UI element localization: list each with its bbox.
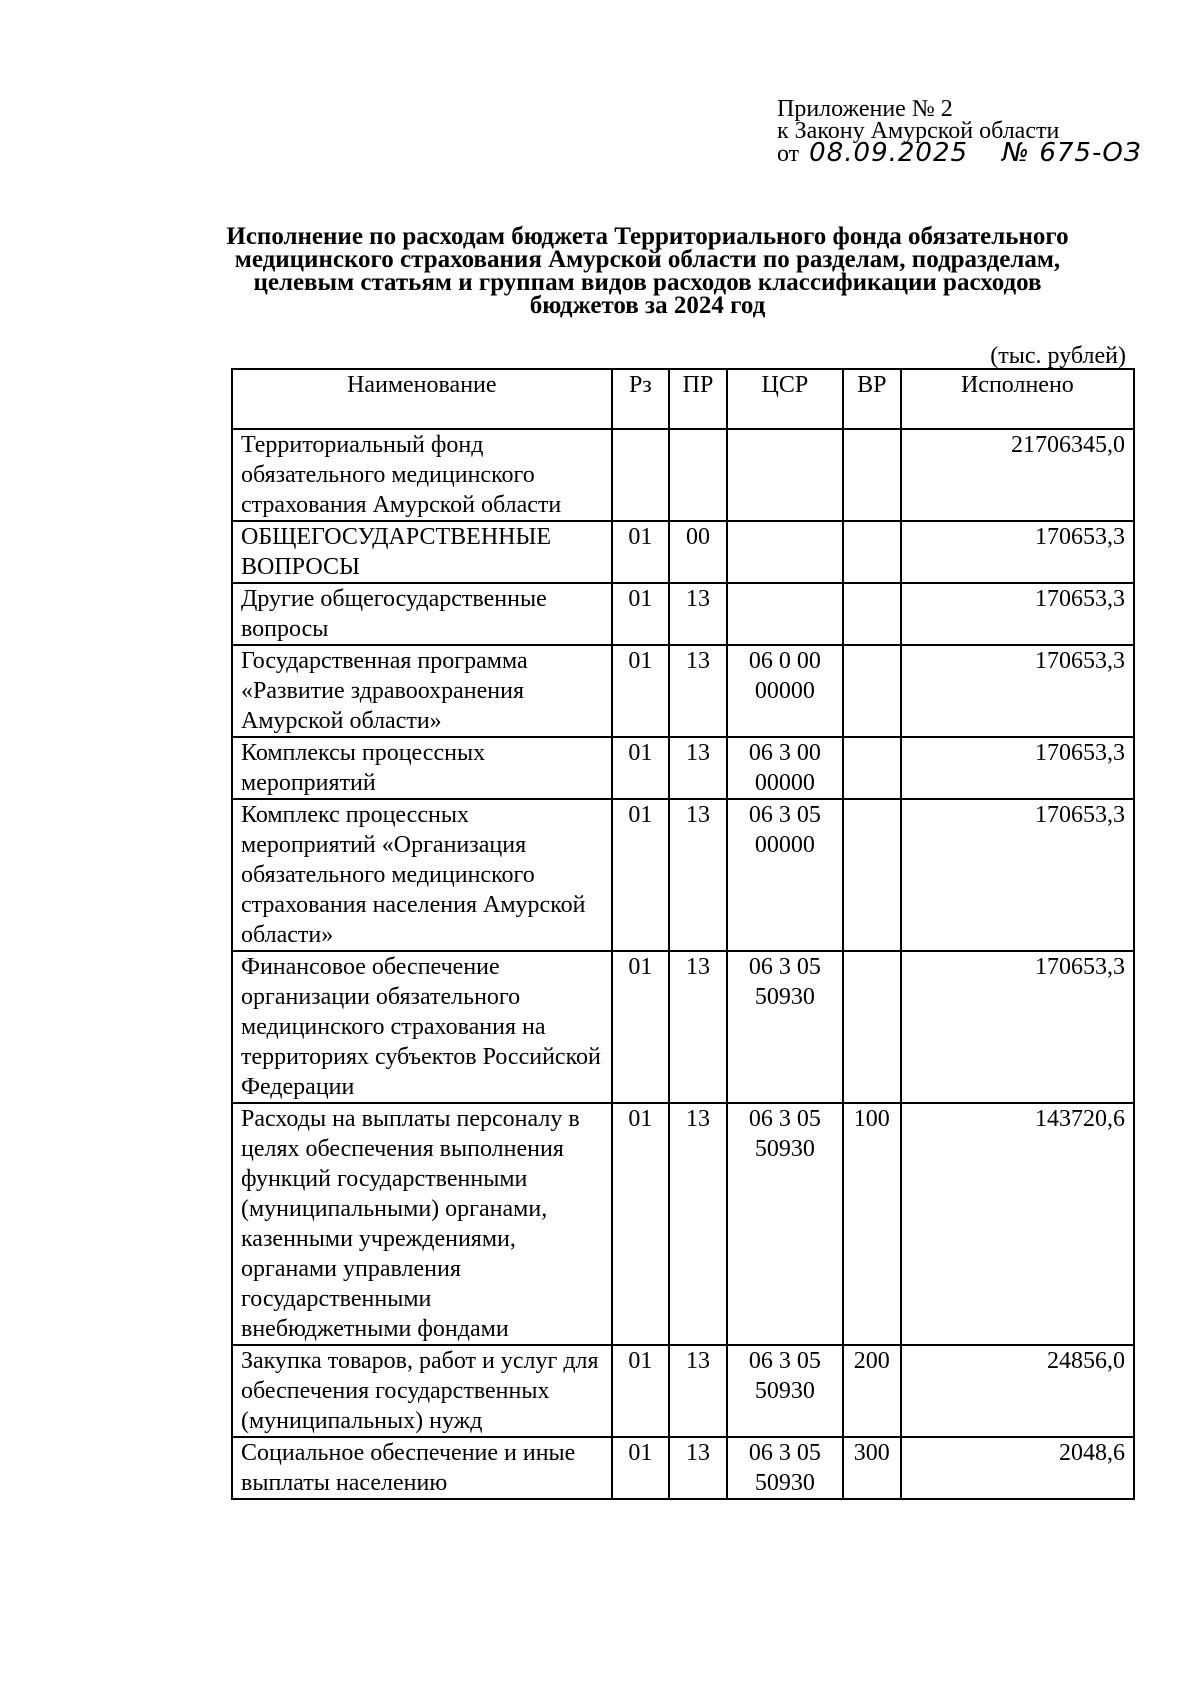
table-row — [232, 1345, 1134, 1437]
cell-rz: 01 — [612, 645, 670, 737]
cell-pr: 13 — [669, 645, 727, 737]
title-line: целевым статьям и группам видов расходов классификации расходов — [253, 269, 1042, 296]
cell-csr: 06 3 05 50930 — [727, 951, 843, 1103]
cell-name: Другие общегосударственные вопросы — [232, 583, 612, 645]
cell-pr: 00 — [669, 521, 727, 583]
cell-executed: 170653,3 — [901, 521, 1134, 583]
cell-name: Комплекс процессных мероприятий «Организация обязательного медицинского страхования населения Амурской области» — [232, 799, 612, 951]
units-label: (тыс. рублей) — [990, 343, 1126, 369]
header-vr: ВР — [843, 369, 901, 429]
table-row — [232, 1103, 1134, 1345]
cell-csr: 06 3 00 00000 — [727, 737, 843, 799]
cell-vr — [843, 799, 901, 951]
appendix-header — [777, 96, 1142, 168]
cell-csr: 06 3 05 50930 — [727, 1345, 843, 1437]
header-executed: Исполнено — [901, 369, 1134, 429]
cell-csr: 06 3 05 50930 — [727, 1103, 843, 1345]
header-name: Наименование — [232, 369, 612, 429]
cell-executed: 170653,3 — [901, 799, 1134, 951]
budget-table — [231, 368, 1135, 1500]
cell-rz: 01 — [612, 737, 670, 799]
table-row — [232, 737, 1134, 799]
appendix-date-line — [777, 138, 1142, 168]
cell-csr: 06 0 00 00000 — [727, 645, 843, 737]
cell-rz: 01 — [612, 951, 670, 1103]
cell-executed: 21706345,0 — [901, 429, 1134, 521]
table-row — [232, 1437, 1134, 1499]
cell-rz: 01 — [612, 1103, 670, 1345]
cell-rz: 01 — [612, 521, 670, 583]
table-row — [232, 951, 1134, 1103]
cell-pr: 13 — [669, 951, 727, 1103]
cell-vr — [843, 737, 901, 799]
cell-executed: 170653,3 — [901, 951, 1134, 1103]
appendix-law-ref: к Закону Амурской области — [777, 118, 1060, 144]
cell-csr — [727, 429, 843, 521]
cell-name: ОБЩЕГОСУДАРСТВЕННЫЕ ВОПРОСЫ — [232, 521, 612, 583]
table-row — [232, 521, 1134, 583]
cell-vr — [843, 951, 901, 1103]
cell-vr — [843, 645, 901, 737]
cell-name: Финансовое обеспечение организации обязательного медицинского страхования на территориях субъектов Российской Федерации — [232, 951, 612, 1103]
cell-vr: 100 — [843, 1103, 901, 1345]
cell-name: Социальное обеспечение и иные выплаты населению — [232, 1437, 612, 1499]
cell-name: Комплексы процессных мероприятий — [232, 737, 612, 799]
cell-pr: 13 — [669, 737, 727, 799]
cell-vr — [843, 429, 901, 521]
header-pr: ПР — [669, 369, 727, 429]
table-row — [232, 583, 1134, 645]
cell-pr: 13 — [669, 1103, 727, 1345]
cell-vr — [843, 521, 901, 583]
cell-csr — [727, 583, 843, 645]
cell-rz — [612, 429, 670, 521]
cell-rz: 01 — [612, 583, 670, 645]
table-row — [232, 799, 1134, 951]
cell-rz: 01 — [612, 1437, 670, 1499]
cell-pr: 13 — [669, 1345, 727, 1437]
cell-vr: 200 — [843, 1345, 901, 1437]
cell-csr — [727, 521, 843, 583]
appendix-from-prefix: от — [777, 141, 800, 167]
cell-pr: 13 — [669, 1437, 727, 1499]
title-line: Исполнение по расходам бюджета Территориального фонда обязательного — [226, 223, 1069, 250]
cell-executed: 24856,0 — [901, 1345, 1134, 1437]
cell-executed: 170653,3 — [901, 737, 1134, 799]
cell-name: Территориальный фонд обязательного медицинского страхования Амурской области — [232, 429, 612, 521]
title-line: медицинского страхования Амурской области по разделам, подразделам, — [234, 246, 1061, 273]
document-title — [180, 225, 1115, 317]
cell-rz: 01 — [612, 1345, 670, 1437]
appendix-title: Приложение № 2 — [777, 96, 953, 122]
table-row — [232, 645, 1134, 737]
cell-executed: 143720,6 — [901, 1103, 1134, 1345]
cell-pr: 13 — [669, 583, 727, 645]
header-csr: ЦСР — [727, 369, 843, 429]
title-line: бюджетов за 2024 год — [529, 292, 766, 319]
table-header-row — [232, 369, 1134, 429]
cell-pr: 13 — [669, 799, 727, 951]
cell-name: Государственная программа «Развитие здравоохранения Амурской области» — [232, 645, 612, 737]
cell-rz: 01 — [612, 799, 670, 951]
cell-vr: 300 — [843, 1437, 901, 1499]
cell-vr — [843, 583, 901, 645]
cell-executed: 170653,3 — [901, 645, 1134, 737]
cell-pr — [669, 429, 727, 521]
cell-csr: 06 3 05 00000 — [727, 799, 843, 951]
handwritten-number: № 675-ОЗ — [1002, 138, 1142, 168]
handwritten-date: 08.09.2025 — [809, 138, 969, 168]
cell-csr: 06 3 05 50930 — [727, 1437, 843, 1499]
cell-name: Расходы на выплаты персоналу в целях обеспечения выполнения функций государственными (муниципальными) органами, казенными учреждениями, органами управления государственными внебюджетными фондами — [232, 1103, 612, 1345]
cell-executed: 170653,3 — [901, 583, 1134, 645]
cell-executed: 2048,6 — [901, 1437, 1134, 1499]
cell-name: Закупка товаров, работ и услуг для обеспечения государственных (муниципальных) нужд — [232, 1345, 612, 1437]
table-row — [232, 429, 1134, 521]
header-rz: Рз — [612, 369, 670, 429]
